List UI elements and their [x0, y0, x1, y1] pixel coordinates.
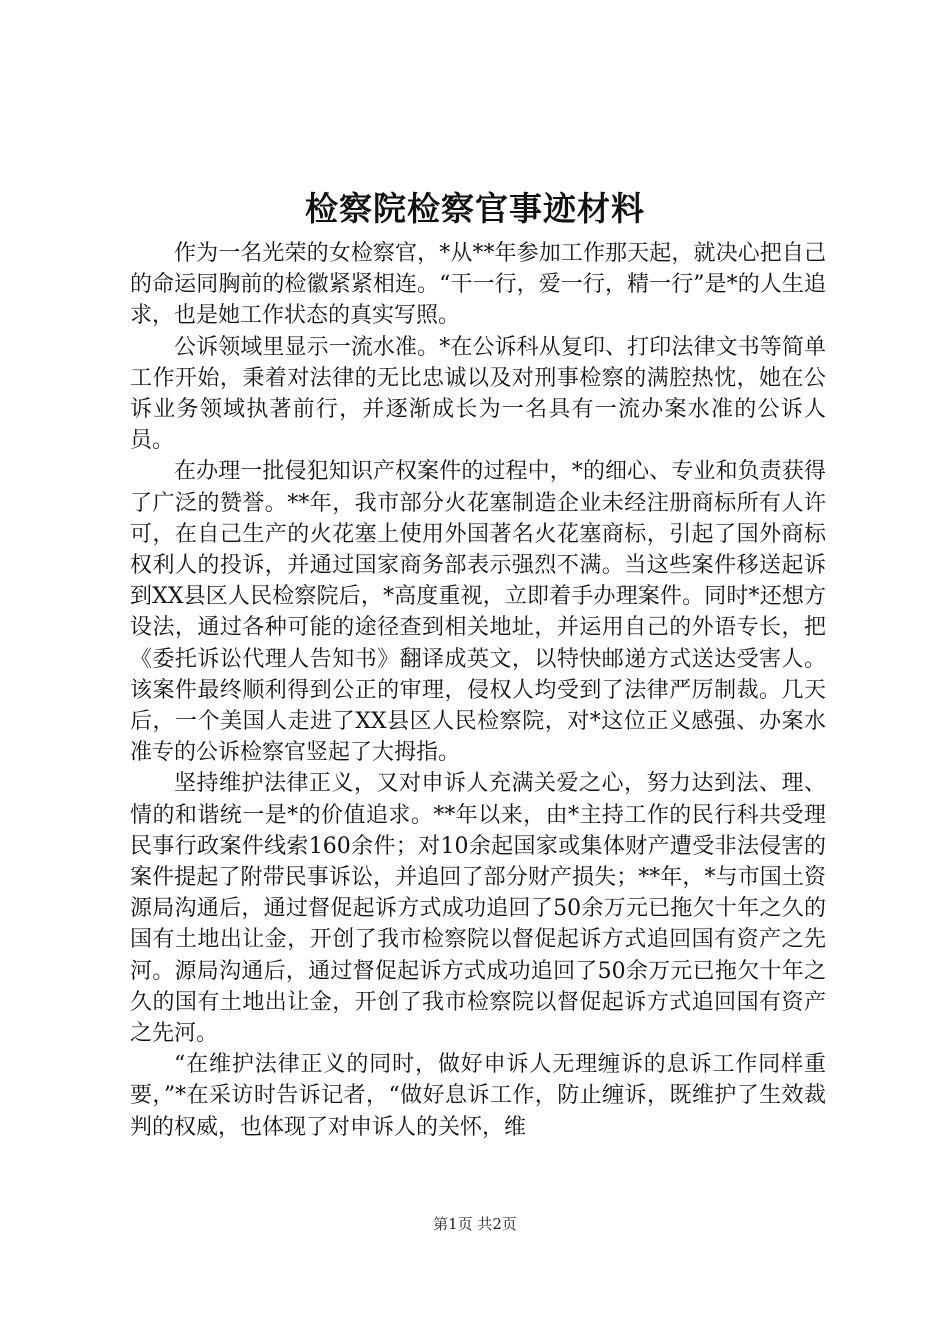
paragraph-1: 作为一名光荣的女检察官，*从**年参加工作那天起，就决心把自己的命运同胸前的检徽紧紧相连。“干一行，爱一行，精一行”是*的人生追求，也是她工作状态的真实写照。 [130, 241, 826, 329]
document-title: 检察院检察官事迹材料 [305, 189, 645, 228]
page-number-footer: 第1页 共2页 [433, 1215, 517, 1233]
document-body [130, 238, 826, 1143]
paragraph-3: 在办理一批侵犯知识产权案件的过程中，*的细心、专业和负责获得了广泛的赞誉。**年，我市部分火花塞制造企业未经注册商标所有人许可，在自己生产的火花塞上使用外国著名火花塞商标，引起了国外商标权利人的投诉，并通过国家商务部表示强烈不满。当这些案件移送起诉到XX县区人民检察院后，*高度重视，立即着手办理案件。同时*还想方设法，通过各种可能的途径查到相关地址，并运用自己的外语专长，把《委托诉讼代理人告知书》翻译成英文，以特快邮递方式送达受害人。该案件最终顺利得到公正的审理，侵权人均受到了法律严厉制裁。几天后，一个美国人走进了XX县区人民检察院，对*这位正义感强、办案水准专的公诉检察官竖起了大拇指。 [130, 459, 826, 766]
paragraph-5: “在维护法律正义的同时，做好申诉人无理缠诉的息诉工作同样重要，”*在采访时告诉记者，“做好息诉工作，防止缠诉，既维护了生效裁判的权威，也体现了对申诉人的关怀，维 [130, 1052, 826, 1140]
paragraph-2: 公诉领域里显示一流水准。*在公诉科从复印、打印法律文书等简单工作开始，秉着对法律的无比忠诚以及对刑事检察的满腔热忱，她在公诉业务领域执著前行，并逐渐成长为一名具有一流办案水准的公诉人员。 [130, 334, 826, 454]
paragraph-4: 坚持维护法律正义，又对申诉人充满关爱之心，努力达到法、理、情的和谐统一是*的价值追求。**年以来，由*主持工作的民行科共受理民事行政案件线索160余件；对10余起国家或集体财产遭受非法侵害的案件提起了附带民事诉讼，并追回了部分财产损失；**年，*与市国土资源局沟通后，通过督促起诉方式成功追回了50余万元已拖欠十年之久的国有土地出让金，开创了我市检察院以督促起诉方式追回国有资产之先河。源局沟通后，通过督促起诉方式成功追回了50余万元已拖欠十年之久的国有土地出让金，开创了我市检察院以督促起诉方式追回国有资产之先河。 [130, 771, 826, 1047]
